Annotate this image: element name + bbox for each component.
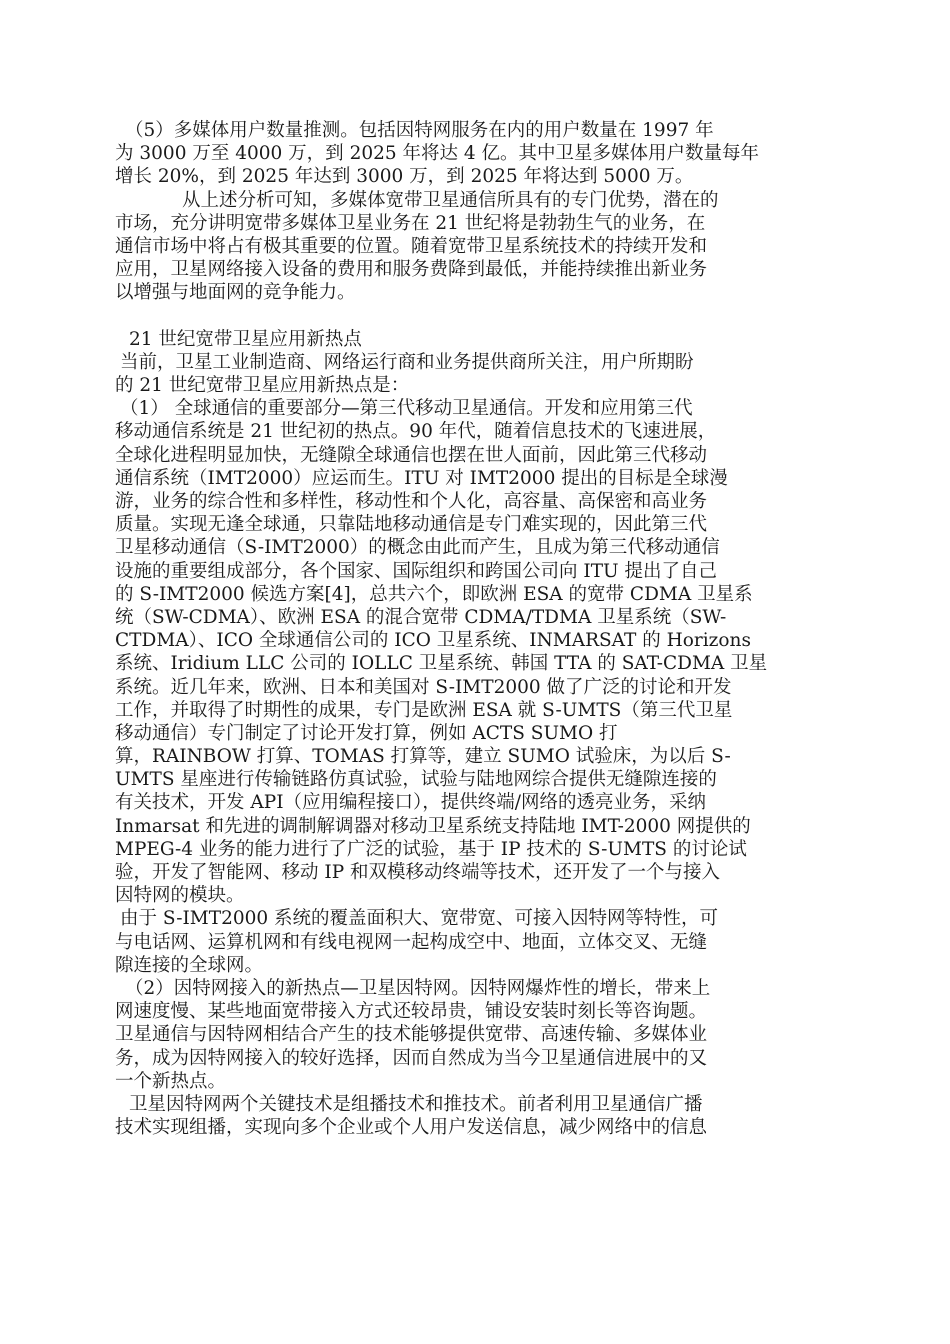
text-line: 通信市场中将占有极其重要的位置。随着宽带卫星系统技术的持续开发和 xyxy=(115,235,708,257)
text-line: 质量。实现无逢全球通，只靠陆地移动通信是专门难实现的，因此第三代 xyxy=(115,514,708,536)
text-line: 为 3000 万至 4000 万，到 2025 年将达 4 亿。其中卫星多媒体用户数量每年 xyxy=(115,143,760,165)
text-line: 系统。近几年来，欧洲、日本和美国对 S-IMT2000 做了广泛的讨论和开发 xyxy=(115,676,732,698)
text-line: 统（SW-CDMA）、欧洲 ESA 的混合宽带 CDMA/TDMA 卫星系统（SW- xyxy=(115,606,727,628)
text-line: 算，RAINBOW 打算、TOMAS 打算等，建立 SUMO 试验床，为以后 S- xyxy=(115,746,731,768)
text-line: 应用，卫星网络接入设备的费用和服务费降到最低，并能持续推出新业务 xyxy=(115,259,708,281)
text-line: 通信系统（IMT2000）应运而生。ITU 对 IMT2000 提出的目标是全球漫 xyxy=(115,467,728,489)
text-line: 与电话网、运算机网和有线电视网一起构成空中、地面，立体交叉、无缝 xyxy=(115,931,708,953)
text-line: 市场，充分讲明宽带多媒体卫星业务在 21 世纪将是勃勃生气的业务，在 xyxy=(115,212,706,234)
text-line: 技术实现组播，实现向多个企业或个人用户发送信息，减少网络中的信息 xyxy=(115,1117,708,1139)
text-line: 系统、Iridium LLC 公司的 IOLLC 卫星系统、韩国 TTA 的 SAT-CDMA 卫星 xyxy=(115,653,768,675)
text-line: 工作，并取得了时期性的成果，专门是欧洲 ESA 就 S-UMTS（第三代卫星 xyxy=(115,699,733,721)
text-line: 网速度慢、某些地面宽带接入方式还较昂贵，铺设安装时刻长等咨询题。 xyxy=(115,1001,708,1023)
text-line: 游，业务的综合性和多样性，移动性和个人化，高容量、高保密和高业务 xyxy=(115,491,708,512)
text-line: 设施的重要组成部分，各个国家、国际组织和跨国公司向 ITU 提出了自己 xyxy=(115,560,718,582)
text-line: UMTS 星座进行传输链路仿真试验，试验与陆地网综合提供无缝隙连接的 xyxy=(115,769,717,791)
text-line: 从上述分析可知，多媒体宽带卫星通信所具有的专门优势，潜在的 xyxy=(182,189,719,211)
text-line: （1） 全球通信的重要部分—第三代移动卫星通信。开发和应用第三代 xyxy=(120,398,693,420)
text-line: Inmarsat 和先进的调制解调器对移动卫星系统支持陆地 IMT-2000 网提供的 xyxy=(115,815,751,837)
text-line: 由于 S-IMT2000 系统的覆盖面积大、宽带宽、可接入因特网等特性，可 xyxy=(120,908,719,930)
text-line: 因特网的模块。 xyxy=(115,885,245,907)
text-line: 全球化进程明显加快，无缝隙全球通信也摆在世人面前，因此第三代移动 xyxy=(115,444,708,466)
text-line: 21 世纪宽带卫星应用新热点 xyxy=(129,328,362,350)
text-line: 一个新热点。 xyxy=(115,1070,227,1092)
text-line: CTDMA）、ICO 全球通信公司的 ICO 卫星系统、INMARSAT 的 Horizons xyxy=(115,630,751,652)
text-line: 增长 20%，到 2025 年达到 3000 万，到 2025 年将达到 5000 万。 xyxy=(115,166,694,188)
text-line: 移动通信系统是 21 世纪初的热点。90 年代，随着信息技术的飞速进展， xyxy=(115,421,717,443)
text-line: （2）因特网接入的新热点—卫星因特网。因特网爆炸性的增长，带来上 xyxy=(125,977,711,999)
text-line: 隙连接的全球网。 xyxy=(115,954,264,976)
text-line: 的 21 世纪宽带卫星应用新热点是： xyxy=(115,375,410,397)
text-line: 验，开发了智能网、移动 IP 和双模移动终端等技术，还开发了一个与接入 xyxy=(115,862,721,883)
text-line: 以增强与地面网的竞争能力。 xyxy=(115,282,356,304)
text-line: 务，成为因特网接入的较好选择，因而自然成为当今卫星通信进展中的又 xyxy=(115,1047,708,1069)
text-line: 有关技术，开发 API（应用编程接口），提供终端/网络的透亮业务，采纳 xyxy=(115,792,706,814)
text-line: 的 S-IMT2000 候选方案[4]，总共六个，即欧洲 ESA 的宽带 CDMA 卫星系 xyxy=(115,583,753,605)
text-line: 卫星通信与因特网相结合产生的技术能够提供宽带、高速传输、多媒体业 xyxy=(115,1024,708,1046)
blank-line xyxy=(115,305,835,328)
text-line: （5）多媒体用户数量推测。包括因特网服务在内的用户数量在 1997 年 xyxy=(125,120,714,141)
text-line: 卫星移动通信（S-IMT2000）的概念由此而产生，且成为第三代移动通信 xyxy=(115,537,720,559)
text-line: 卫星因特网两个关键技术是组播技术和推技术。前者利用卫星通信广播 xyxy=(129,1093,703,1115)
document-body xyxy=(115,119,835,1139)
text-line: MPEG-4 业务的能力进行了广泛的试验，基于 IP 技术的 S-UMTS 的讨论试 xyxy=(115,838,747,860)
text-line: 移动通信）专门制定了讨论开发打算，例如 ACTS SUMO 打 xyxy=(115,722,618,744)
text-line: 当前，卫星工业制造商、网络运行商和业务提供商所关注，用户所期盼 xyxy=(120,351,694,373)
